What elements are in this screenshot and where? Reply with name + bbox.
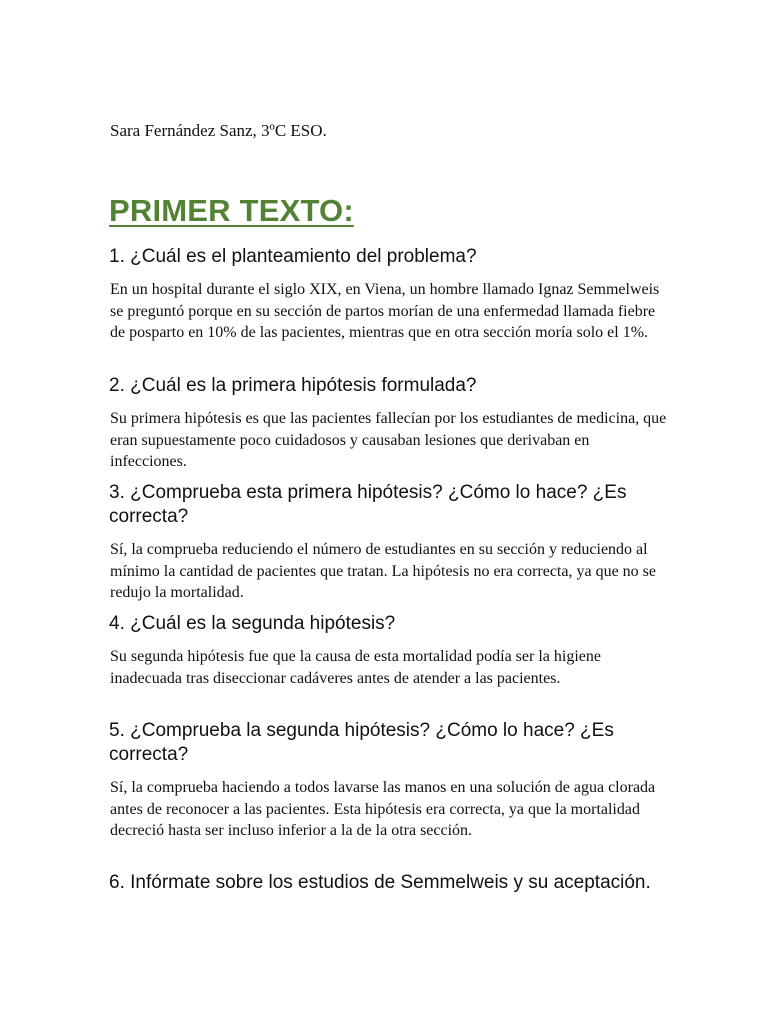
question-block-5 [109,719,669,842]
question-4: 4. ¿Cuál es la segunda hipótesis? [109,613,396,634]
question-6: 6. Infórmate sobre los estudios de Semmelweis y su aceptación. [109,872,651,893]
author-line: Sara Fernández Sanz, 3ºC ESO. [110,121,327,140]
answer-5: Sí, la comprueba haciendo a todos lavarse las manos en una solución de agua clorada antes de reconocer a las pacientes. Esta hipótesis era correcta, ya que la mortalidad decreció hasta ser incluso inferior a la de la otra sección. [110,779,656,839]
question-block-4 [109,612,669,689]
question-block-6 [109,871,669,895]
question-block-2 [109,374,669,473]
question-1: 1. ¿Cuál es el planteamiento del problema? [109,246,477,267]
answer-2: Su primera hipótesis es que las pacientes fallecían por los estudiantes de medicina, que eran supuestamente poco cuidadosos y causaban lesiones que derivaban en infecciones. [110,410,667,470]
question-5: 5. ¿Comprueba la segunda hipótesis? ¿Cómo lo hace? ¿Es correcta? [109,720,614,765]
answer-3: Sí, la comprueba reduciendo el número de estudiantes en su sección y reduciendo al mínimo la cantidad de pacientes que tratan. La hipótesis no era correcta, ya que no se redujo la mortalidad. [110,541,657,601]
answer-1: En un hospital durante el siglo XIX, en Viena, un hombre llamado Ignaz Semmelweis se preguntó porque en su sección de partos morían de una enfermedad llamada fiebre de posparto en 10% de las pacientes, mientras que en otra sección moría solo el 1%. [110,281,660,341]
section-title: PRIMER TEXTO: [109,193,354,228]
question-block-3 [109,481,669,604]
question-3: 3. ¿Comprueba esta primera hipótesis? ¿Cómo lo hace? ¿Es correcta? [109,482,627,527]
question-block-1 [109,245,669,344]
question-2: 2. ¿Cuál es la primera hipótesis formulada? [109,375,477,396]
answer-4: Su segunda hipótesis fue que la causa de esta mortalidad podía ser la higiene inadecuada tras diseccionar cadáveres antes de atender a las pacientes. [110,648,601,687]
